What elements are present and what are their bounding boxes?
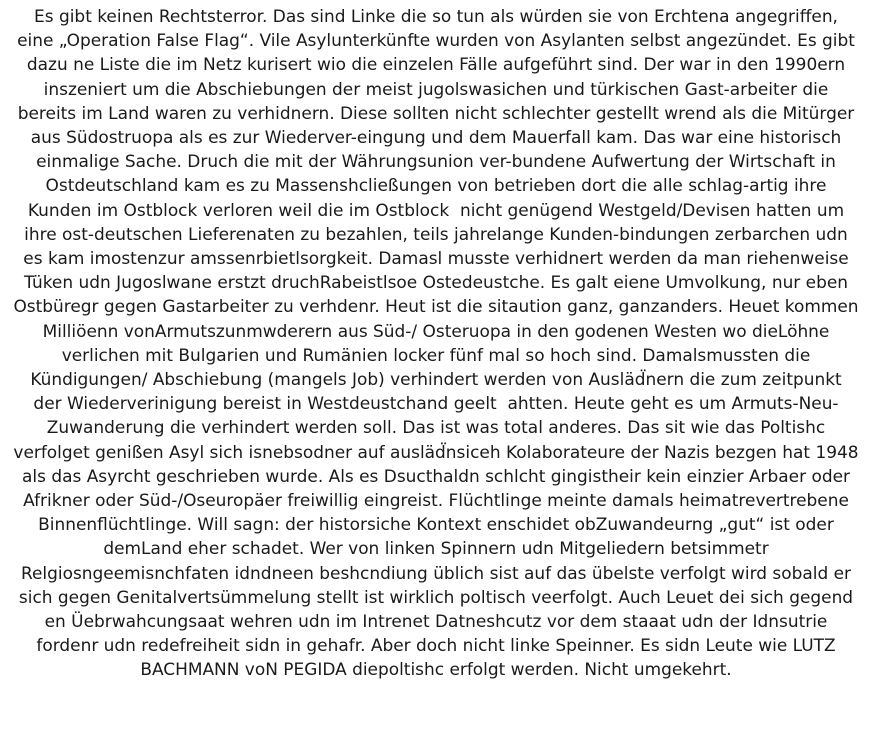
body-text: [0, 5, 872, 683]
text-line: der Wiederverinigung bereist in Westdeustchand geelt ahtten. Heute geht es um Armuts-Neu-: [33, 394, 839, 415]
text-line: Es gibt keinen Rechtsterror. Das sind Linke die so tun als würden sie von Erchtena angegriffen,: [34, 7, 838, 27]
text-line: BACHMANN voN PEGIDA diepoltishc erfolgt werden. Nicht umgekehrt.: [140, 660, 732, 681]
text-line: fordenr udn redefreiheit sidn in gehafr. Aber doch nicht linke Speinner. Es sidn Leute wie LUTZ: [36, 636, 836, 657]
text-line: Tüken udn Jugoslwane erstzt druchRabeistlsoe Ostedeustche. Es galt eiene Umvolkung, nur eben: [23, 273, 849, 294]
text-line: es kam imostenzur amssenrbietlsorgkeit. Damasl musste verhidnert werden da man riehenweise: [23, 249, 849, 270]
text-line: Ostdeutschland kam es zu Massenshcließungen von betrieben dort die alle schlag-artig ihre: [45, 176, 827, 197]
text-line: Milliöenn vonArmutszunmwderern aus Süd-/ Osteruopa in den godenen Westen wo dieLöhne: [42, 321, 830, 342]
text-line: bereits im Land waren zu verhidnern. Diese sollten nicht schlechter gestellt wrend als die Mitürger: [17, 103, 855, 124]
text-line: eine „Operation False Flag“. Vile Asylunterkünfte wurden von Asylanten selbst angezündet. Es gibt: [17, 31, 855, 52]
text-line: verfolget genißen Asyl sich isnebsodner auf ausläd̈nsiceh Kolaborateure der Nazis bezgen hat 1948: [13, 442, 859, 463]
text-line: Relgiosngeemisnchfaten idndneen beshcndiung üblich sist auf das übelste verfolgt wird sobald er: [20, 563, 852, 584]
text-line: Kunden im Ostblock verloren weil die im Ostblock nicht genügend Westgeld/Devisen hatten um: [27, 200, 845, 221]
text-line: dazu ne Liste die im Netz kurisert wio die einzelen Fälle aufgeführt sind. Der war in den 1990ern: [26, 55, 846, 76]
text-line: Afrikner oder Süd-/Oseuropäer freiwillig eingreist. Flüchtlinge meinte damals heimatrevertrebene: [23, 491, 849, 512]
text-line: als das Asyrcht geschrieben wurde. Als es Dsucthaldn schlcht gingistheir kein einzier Arbaer oder: [22, 466, 850, 487]
text-line: en Üebrwahcungsaat wehren udn im Intrenet Datneshcutz vor dem staaat udn der Idnsutrie: [44, 612, 828, 633]
text-line: Binnenflüchtlinge. Will sagn: der historsiche Kontext enschidet obZuwandeurng „gut“ ist oder: [38, 515, 834, 536]
text-line: Kündigungen/ Abschiebung (mangels Job) verhindert werden von Ausläd̈nern die zum zeitpunkt: [30, 370, 842, 391]
text-line: einmalige Sache. Druch die mit der Währungsunion ver-bundene Aufwertung der Wirtschaft in: [36, 152, 836, 173]
text-line: demLand eher schadet. Wer von linken Spinnern udn Mitgeliedern betsimmetr: [103, 539, 769, 560]
text-line: verlichen mit Bulgarien und Rumänien locker fünf mal so hoch sind. Damalsmussten die: [61, 345, 811, 366]
text-line: aus Südostruopa als es zur Wiederver-eingung und dem Mauerfall kam. Das war eine historisch: [30, 128, 842, 149]
text-line: sich gegen Genitalvertsümmelung stellt ist wirklich poltisch veerfolgt. Auch Leuet dei sich gegend: [18, 587, 854, 608]
text-line: ihre ost-deutschen Lieferenaten zu bezahlen, teils jahrelange Kunden-bindungen zerbarchen udn: [24, 224, 848, 245]
text-line: inszeniert um die Abschiebungen der meist jugolswasichen und türkischen Gast-arbeiter die: [43, 79, 829, 100]
text-line: Zuwanderung die verhindert werden soll. Das ist was total anderes. Das sit wie das Poltishc: [46, 418, 826, 439]
text-line: Ostbüregr gegen Gastarbeiter zu verhdenr. Heut ist die sitaution ganz, ganzanders. Heuet kommen: [13, 297, 859, 318]
